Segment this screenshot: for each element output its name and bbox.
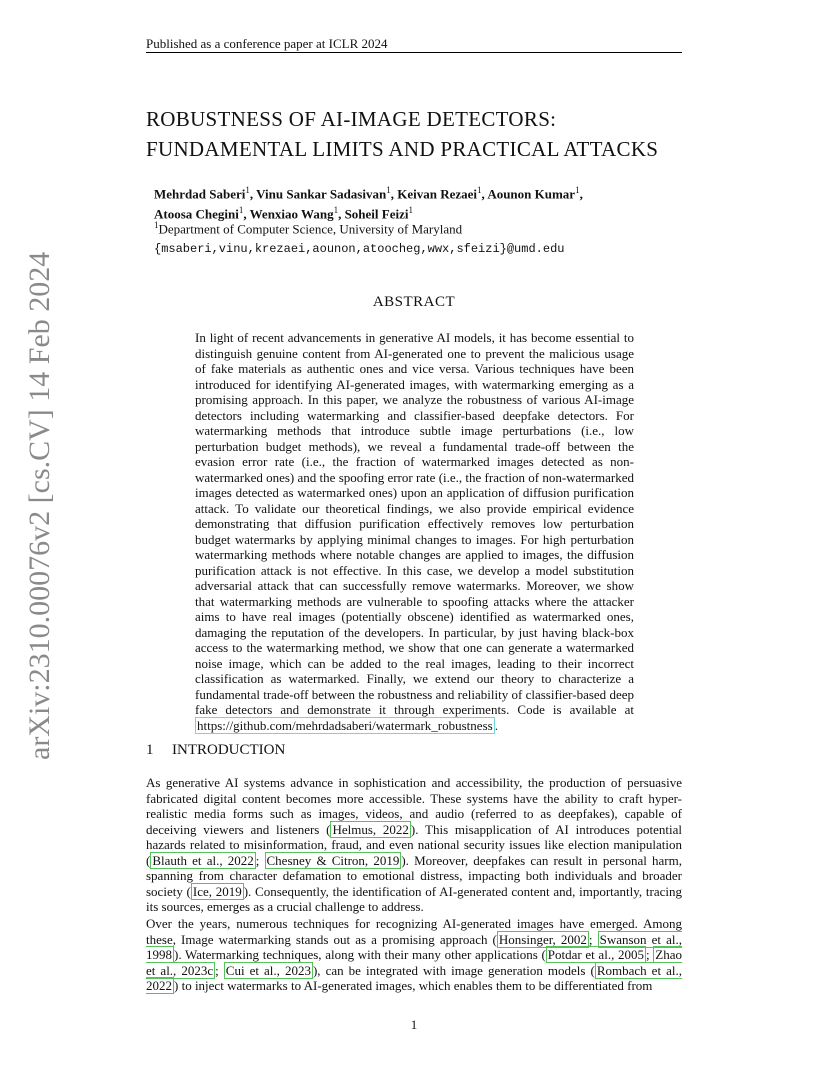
paragraph-text: ) to inject watermarks to AI-generated images, which enables them to be differentiated from (174, 978, 653, 993)
citation-link[interactable]: Chesney & Citron, 2019 (266, 852, 400, 868)
running-header: Published as a conference paper at ICLR 2024 (146, 36, 388, 51)
paragraph-text: ; (588, 931, 598, 947)
title-line-1: ROBUSTNESS OF AI-IMAGE DETECTORS: (146, 107, 557, 131)
author: Atoosa Chegini (154, 206, 239, 222)
citation-link[interactable]: Rombach et al., 2022 (146, 962, 682, 993)
author-affil-mark: 1 (575, 185, 580, 195)
paragraph-text: ; (645, 947, 654, 962)
citation-link[interactable]: Cui et al., 2023 (225, 962, 311, 978)
paragraph-text: ). Moreover, deepfakes can result in personal harm, spanning from character defamation to emotional distress, impacting both individuals and broader society ( (146, 852, 682, 899)
author-emails: {msaberi,vinu,krezaei,aounon,atoocheg,wwx,sfeizi}@umd.edu (154, 242, 565, 256)
header-rule (146, 52, 682, 53)
citation-link[interactable]: Swanson et al., 1998 (146, 931, 682, 962)
author: Wenxiao Wang (249, 206, 334, 222)
author-affil-mark: 1 (408, 205, 413, 216)
paragraph-text: ). Watermarking techniques, along with their many other applications ( (174, 947, 546, 962)
author: Aounon Kumar (487, 186, 576, 202)
citation-link[interactable]: Helmus, 2022 (332, 821, 409, 837)
affiliation-text: Department of Computer Science, University of Maryland (158, 221, 463, 237)
paragraph-text: ). This misapplication of AI introduces potential hazards related to misinformation, fraud, and even national security issues like election manipulation ( (146, 821, 682, 868)
author-affil-mark: 1 (386, 185, 391, 195)
citation-link[interactable]: Ice, 2019 (192, 883, 242, 899)
citation-link[interactable]: Blauth et al., 2022 (152, 852, 254, 868)
intro-paragraph-1 (146, 775, 682, 915)
affiliation (154, 220, 462, 237)
author-affil-mark: 1 (238, 205, 244, 216)
affil-mark: 1 (154, 220, 159, 230)
author-affil-mark: 1 (245, 185, 250, 195)
author: Keivan Rezaei (397, 186, 478, 202)
paragraph-text: ). Consequently, the identification of AI-generated content and, importantly, tracing its sources, emerges as a crucial challenge to address. (146, 883, 682, 914)
section-number: 1 (146, 742, 154, 758)
paragraph-text: As generative AI systems advance in sophistication and accessibility, the production of persuasive fabricated digital content becomes more accessible. These systems have the ability to craft hyper-realistic media forms such as images, videos, and audio (referred to as deepfakes), capable of deceiving viewers and listeners ( (146, 775, 682, 837)
author-list: Mehrdad Saberi$^1$, Vinu Sankar Sadasivan$^1$, Keivan Rezaei$^1$, Aounon Kumar$^1$, Atoosa Chegini$^1$, Wenxiao Wang$^1$, Soheil Feizi$^1$ (154, 185, 583, 222)
author-affil-mark: 1 (477, 185, 482, 195)
code-repo-link[interactable]: https://github.com/mehrdadsaberi/watermark_robustness (197, 717, 493, 733)
paragraph-text: ; (215, 962, 224, 978)
author: Vinu Sankar Sadasivan (256, 186, 387, 202)
paragraph-text: Over the years, numerous techniques for recognizing AI-generated images have emerged. Among these, Image watermarking stands out as a promising approach ( (146, 916, 682, 947)
paragraph-text: ; (255, 852, 265, 868)
abstract-text: In light of recent advancements in generative AI models, it has become essential to distinguish genuine content from AI-generated one to prevent the malicious usage of fake materials as authentic ones and vice versa. Various techniques have been introduced for identifying AI-generated images, with watermarking emerging as a promising approach. In this paper, we analyze the robustness of various AI-image detectors including watermarking and classifier-based deepfake detectors. For watermarking methods that introduce subtle image perturbations (i.e., low perturbation budget methods), we reveal a fundamental trade-off between the evasion error rate (i.e., the fraction of watermarked images detected as non-watermarked ones) and the spoofing error rate (i.e., the fraction of non-watermarked images detected as watermarked ones) upon an application of diffusion purification attack. To validate our theoretical findings, we also provide empirical evidence demonstrating that diffusion purification effectively removes low perturbation budget watermarks by applying minimal changes to images. For high perturbation watermarking methods where notable changes are applied to images, the diffusion purification attack is not effective. In this case, we develop a model substitution adversarial attack that can successfully remove watermarks. Moreover, we show that watermarking methods are vulnerable to spoofing attacks where the attacker aims to have real images (potentially obscene) identified as watermarked ones, damaging the reputation of the developers. In particular, by just having black-box access to the watermarking method, we show that one can generate a watermarked noise image, which can be added to the real images, leading to their incorrect classification as watermarked. Finally, we extend our theory to characterize a fundamental trade-off between the robustness and reliability of classifier-based deep fake detectors and demonstrate it through experiments. Code is available at (195, 330, 634, 717)
abstract-body (195, 330, 634, 733)
section-heading (146, 742, 285, 759)
paragraph-text: ), can be integrated with image generation models ( (312, 962, 595, 978)
citation-link[interactable]: Potdar et al., 2005 (547, 947, 644, 962)
citation-link[interactable]: Zhao et al., 2023c (146, 947, 682, 978)
intro-paragraph-2 (146, 916, 682, 994)
abstract-heading: ABSTRACT (372, 294, 456, 310)
author-affil-mark: 1 (333, 205, 339, 216)
page-number: 1 (410, 1017, 418, 1032)
paper-title (146, 104, 706, 164)
author: Soheil Feizi (344, 206, 409, 222)
section-title: INTRODUCTION (172, 742, 286, 758)
citation-link[interactable]: Honsinger, 2002 (498, 931, 587, 947)
arxiv-watermark: arXiv:2310.00076v2 [cs.CV] 14 Feb 2024 (23, 251, 56, 760)
author: Mehrdad Saberi (154, 186, 246, 202)
abstract-end: . (494, 717, 498, 733)
title-line-2: FUNDAMENTAL LIMITS AND PRACTICAL ATTACKS (146, 137, 659, 161)
